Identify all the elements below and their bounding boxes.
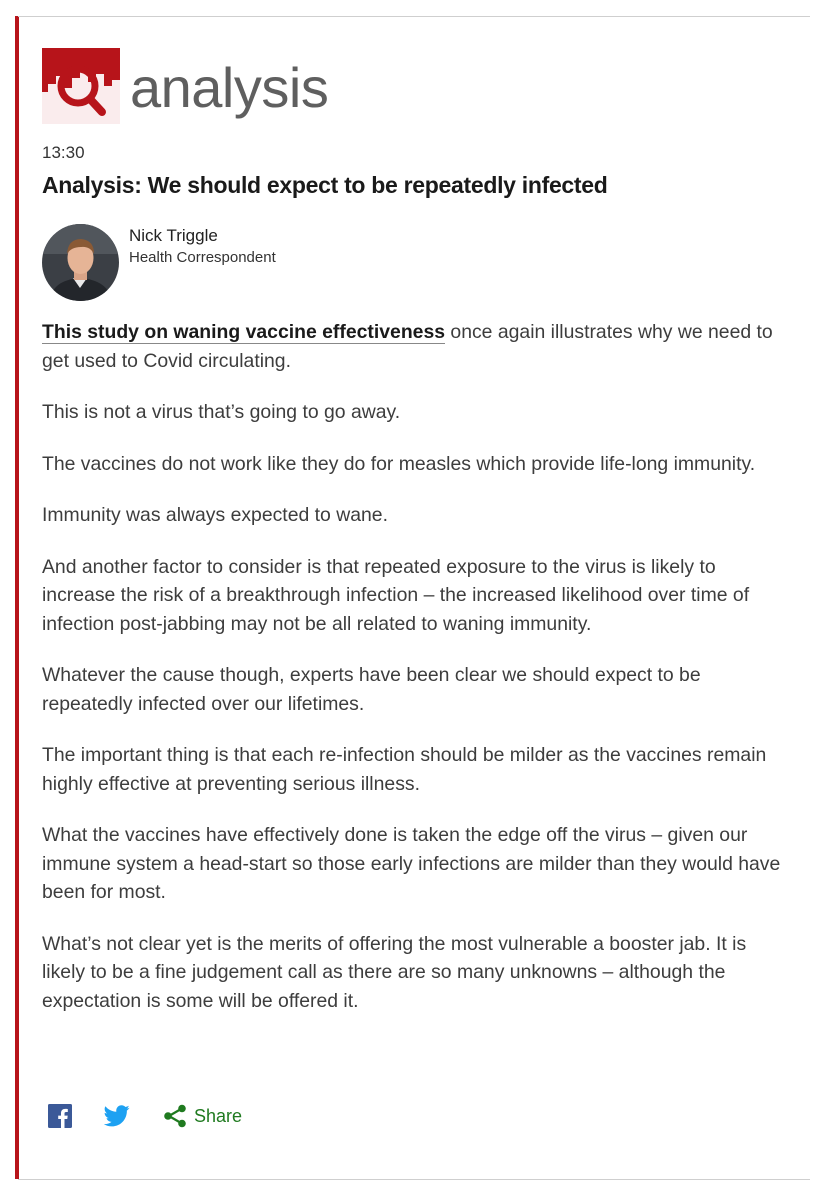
analysis-logo-icon [42,48,120,124]
lead-paragraph [42,318,782,375]
article-headline: Analysis: We should expect to be repeatedly infected [42,172,608,198]
lead-text: once again illustrates why we need to get used to Covid circulating. [42,321,773,372]
analysis-logo [42,48,328,124]
author-name: Nick Triggle [129,226,218,245]
author-role: Health Correspondent [129,249,276,266]
author-avatar [42,224,119,301]
share-label: Share [194,1105,243,1126]
paragraph: The important thing is that each re-infection should be milder as the vaccines remain highly effective at preventing serious illness. [42,744,767,795]
share-icon [162,1103,188,1129]
timestamp: 13:30 [42,143,85,162]
paragraph: What’s not clear yet is the merits of offering the most vulnerable a booster jab. It is likely to be a fine judgement call as there are so many unknowns – although the expectation is some will be offered it. [42,932,747,1012]
paragraph: And another factor to consider is that repeated exposure to the virus is likely to increase the risk of a breakthrough infection – the increased likelihood over time of infection post-jabbing may not be all related to waning immunity. [42,555,750,635]
share-toolbar [48,1103,242,1129]
paragraph: The vaccines do not work like they do for measles which provide life-long immunity. [42,452,756,475]
paragraph: What the vaccines have effectively done is taken the edge off the virus – given our immune system a head-start so those early infections are milder than they would have been for most. [42,824,781,903]
article-body [42,318,782,1038]
study-link[interactable]: This study on waning vaccine effectiveness [42,321,446,343]
paragraph: Whatever the cause though, experts have been clear we should expect to be repeatedly infected over our lifetimes. [42,664,701,715]
paragraph: Immunity was always expected to wane. [42,504,388,526]
logo-text: analysis [130,56,329,119]
paragraph: This is not a virus that’s going to go away. [42,401,401,423]
facebook-icon[interactable] [48,1104,72,1128]
share-button[interactable] [162,1103,242,1129]
twitter-icon[interactable] [104,1105,130,1127]
